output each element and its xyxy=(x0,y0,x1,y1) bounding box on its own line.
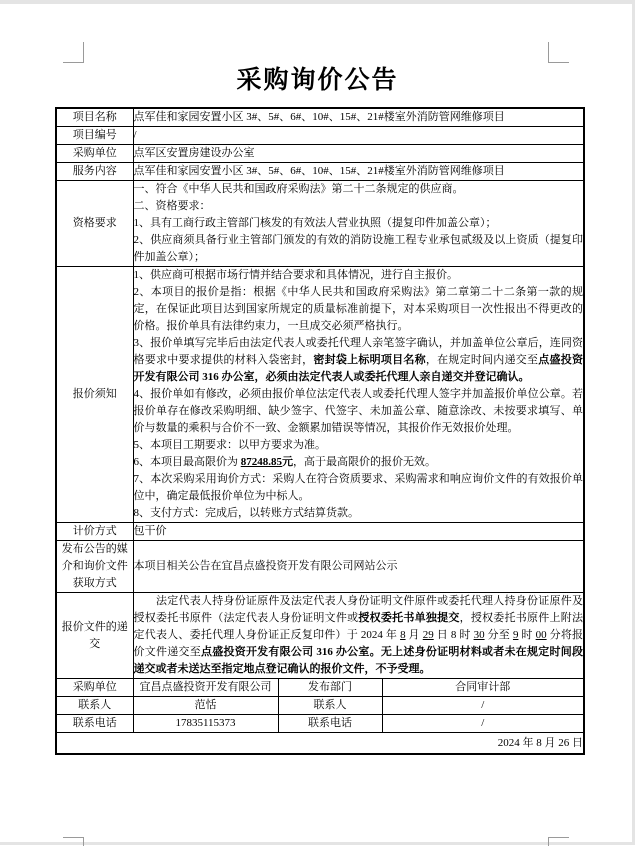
paragraph xyxy=(134,386,584,437)
text-run: 2、供应商须具备行业主管部门颁发的有效的消防设施工程专业承包贰级及以上资质（提复印件加盖公章）； xyxy=(133,234,583,263)
paragraph xyxy=(134,437,584,454)
text-run: 分将报价文件递交至 xyxy=(133,629,584,658)
text-run: 30 xyxy=(473,629,485,641)
contact-purchasing-unit-value: 宜昌点盛投资开发有限公司 xyxy=(133,679,278,697)
text-run: 5、本项目工期要求：以甲方要求为准。 xyxy=(133,439,326,451)
row-label-pricing-method: 计价方式 xyxy=(56,523,133,541)
text-run: 4、报价单如有修改，必须由报价单位法定代表人或委托代理人签字并加盖报价单位公章。若报价单存在修改采购明细、缺少签字、代签字、未加盖公章、随意涂改、未按要求填写、单价与数量的乘积与合价不一致、金额累加错误等情况，其报价作无效报价处理。 xyxy=(133,388,583,434)
contact-label-phone-left: 联系电话 xyxy=(56,715,133,733)
row-label-quotation-submission: 报价文件的递交 xyxy=(56,593,133,679)
window-edge-top xyxy=(0,0,635,4)
text-run: 9 xyxy=(512,629,519,641)
text-run: 00 xyxy=(535,629,547,641)
text-run: 法定代表人持身份证原件及法定代表人身份证明文件原件或委托代理人持身份证原件及授权委托书原件（法定代表人身份证明文件或 xyxy=(133,595,583,624)
text-run: 密封袋上标明项目名称 xyxy=(313,354,426,366)
text-run: ，高于最高限价的报价无效。 xyxy=(293,456,436,468)
page-title: 采购询价公告 xyxy=(236,67,399,94)
text-run: 二、资格要求： xyxy=(133,200,211,212)
table-row xyxy=(56,523,584,541)
project-number-value: / xyxy=(133,127,584,145)
row-label-quotation-notes: 报价须知 xyxy=(56,267,133,523)
row-label-announcement-media: 发布公告的媒介和询价文件获取方式 xyxy=(56,541,133,593)
paragraph xyxy=(134,454,584,471)
paragraph xyxy=(134,267,584,284)
service-content-value: 点军佳和家园安置小区 3#、5#、6#、10#、15#、21#楼室外消防管网维修项目 xyxy=(133,163,584,181)
text-run: 点盛投资开发有限公司 316 办公室，必须由法定代表人或委托代理人亲自递交并登记确认。 xyxy=(133,354,584,383)
qualification-requirements-value xyxy=(133,181,584,267)
text-run: 8 xyxy=(400,629,406,641)
contact-label-person-right: 联系人 xyxy=(278,697,382,715)
paragraph xyxy=(134,505,584,522)
row-label-project-name: 项目名称 xyxy=(56,108,133,127)
paragraph xyxy=(134,215,584,232)
paragraph xyxy=(134,335,584,386)
contact-person-right-value: / xyxy=(382,697,584,715)
contact-label-person-left: 联系人 xyxy=(56,697,133,715)
table-row xyxy=(56,267,584,523)
table-row xyxy=(56,697,584,715)
text-run: 2、本项目的报价是指：根据《中华人民共和国政府采购法》第二章第二十二条第一款的规定，在保证此项目达到国家所规定的质量标准前提下，对本采购项目一次性报出不得更改的价格。报价单具有法律约束力，一旦成交必须严格执行。 xyxy=(133,286,583,332)
contact-label-purchasing-unit: 采购单位 xyxy=(56,679,133,697)
text-run: 8、支付方式：完成后，以转账方式结算货款。 xyxy=(133,507,359,519)
text-run: 点盛投资开发有限公司 316 办公室。无上述身份证明材料或者未在规定时间段递交或者未送达至指定地点登记确认的报价文件，不予受理。 xyxy=(133,646,584,675)
paragraph xyxy=(134,471,584,505)
text-run: 日 8 时 xyxy=(433,629,474,641)
text-run: 元 xyxy=(282,456,293,468)
announcement-table xyxy=(55,107,585,755)
table-row xyxy=(56,679,584,697)
table-row xyxy=(56,127,584,145)
contact-label-issuing-department: 发布部门 xyxy=(278,679,382,697)
text-run: 时 xyxy=(518,629,536,641)
contact-phone-left-value: 17835115373 xyxy=(133,715,278,733)
table-row xyxy=(56,163,584,181)
pricing-method-value: 包干价 xyxy=(133,523,584,541)
text-run: 7、本次采购采用询价方式：采购人在符合资质要求、采购需求和响应询价文件的有效报价单位中，确定最低报价单位为中标人。 xyxy=(133,473,583,502)
text-run: 月 xyxy=(405,629,423,641)
paragraph xyxy=(134,593,584,678)
table-row xyxy=(56,733,584,755)
paragraph xyxy=(134,181,584,198)
text-run: 29 xyxy=(422,629,434,641)
table-row xyxy=(56,181,584,267)
quotation-notes-value xyxy=(133,267,584,523)
text-run: 87248.85 xyxy=(240,456,282,468)
contact-phone-right-value: / xyxy=(382,715,584,733)
paragraph xyxy=(134,198,584,215)
table-row xyxy=(56,108,584,127)
text-run: ，授权委托书原件上附法定代表人、委托代理人身份证正反复印件）于 2024 年 xyxy=(133,612,584,641)
quotation-submission-value xyxy=(133,593,584,679)
contact-label-phone-right: 联系电话 xyxy=(278,715,382,733)
purchasing-unit-value: 点军区安置房建设办公室 xyxy=(133,145,584,163)
text-run: 6、本项目最高限价为 xyxy=(133,456,241,468)
contact-issuing-department-value: 合同审计部 xyxy=(382,679,584,697)
row-label-service-content: 服务内容 xyxy=(56,163,133,181)
row-label-purchasing-unit: 采购单位 xyxy=(56,145,133,163)
text-run: 分至 xyxy=(484,629,513,641)
project-name-value: 点军佳和家园安置小区 3#、5#、6#、10#、15#、21#楼室外消防管网维修项目 xyxy=(133,108,584,127)
announcement-media-value: 本项目相关公告在宜昌点盛投资开发有限公司网站公示 xyxy=(133,541,584,593)
table-row xyxy=(56,145,584,163)
announcement-date: 2024 年 8 月 26 日 xyxy=(56,733,584,755)
text-run: 1、具有工商行政主管部门核发的有效法人营业执照（提复印件加盖公章）； xyxy=(133,217,497,229)
contact-person-left-value: 范恬 xyxy=(133,697,278,715)
text-run: 1、供应商可根据市场行情并结合要求和具体情况，进行自主报价。 xyxy=(133,269,458,281)
table-row xyxy=(56,541,584,593)
text-run: 授权委托书单独提交 xyxy=(358,612,460,624)
table-row xyxy=(56,715,584,733)
text-run: 3、报价单填写完毕后由法定代表人或委托代理人亲笔签字确认，并加盖单位公章后，连同资格要求中要求提供的材料入袋密封， xyxy=(133,337,583,366)
row-label-qualification-requirements: 资格要求 xyxy=(56,181,133,267)
paragraph xyxy=(134,284,584,335)
text-run: 一、符合《中华人民共和国政府采购法》第二十二条规定的供应商。 xyxy=(133,183,464,195)
text-run: ，在规定时间内递交至 xyxy=(425,354,539,366)
row-label-project-number: 项目编号 xyxy=(56,127,133,145)
paragraph xyxy=(134,232,584,266)
table-row xyxy=(56,593,584,679)
